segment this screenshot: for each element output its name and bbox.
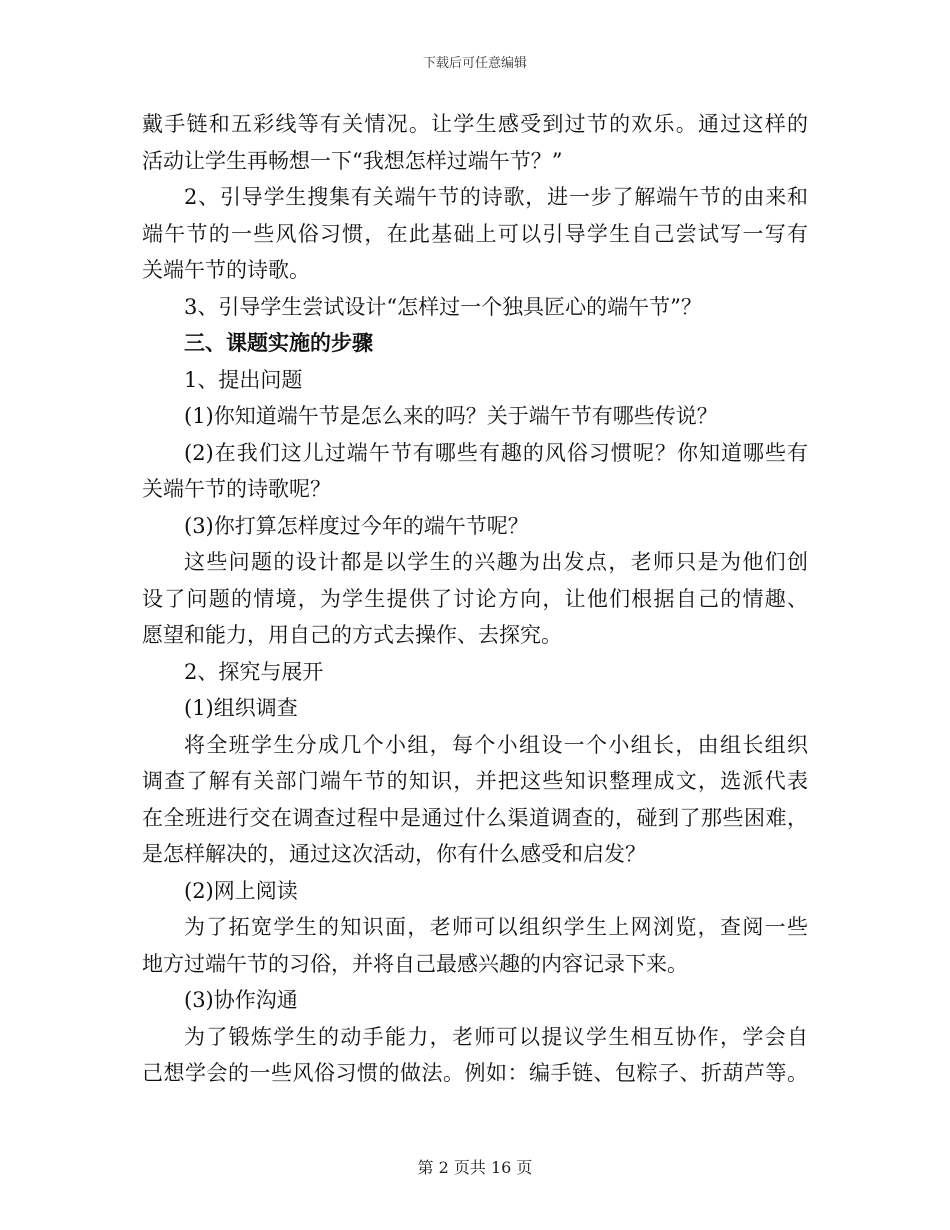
subsection-heading: (1)组织调查 [184, 696, 298, 720]
text-line: 为了拓宽学生的知识面，老师可以组织学生上网浏览，查阅一些 [184, 915, 808, 939]
text-line: 活动让学生再畅想一下“我想怎样过端午节？” [142, 148, 563, 173]
text-line: 关端午节的诗歌呢？ [142, 477, 331, 501]
text-line: 关端午节的诗歌。 [142, 258, 310, 282]
text-line: 为了锻炼学生的动手能力，老师可以提议学生相互协作，学会自 [184, 1024, 808, 1049]
page-footer: 第 2 页共 16 页 [417, 1158, 533, 1177]
text-line: (2)在我们这儿过端午节有哪些有趣的风俗习惯呢？你知道哪些有 [184, 440, 808, 465]
subsection-heading: 2、探究与展开 [184, 659, 324, 684]
text-line: (3)你打算怎样度过今年的端午节呢？ [184, 513, 529, 538]
text-line: 调查了解有关部门端午节的知识，并把这些知识整理成文，选派代表 [142, 769, 808, 793]
document-body [142, 106, 808, 1092]
subsection-heading: 1、提出问题 [184, 367, 303, 392]
text-line: 将全班学生分成几个小组，每个小组设一个小组长，由组长组织 [184, 732, 808, 757]
text-line: 3、引导学生尝试设计“怎样过一个独具匠心的端午节”？ [184, 294, 702, 319]
page-header: 下载后可任意编辑 [422, 56, 527, 71]
subsection-heading: (2)网上阅读 [184, 878, 298, 903]
subsection-heading: (3)协作沟通 [184, 988, 298, 1012]
text-line: 这些问题的设计都是以学生的兴趣为出发点，老师只是为他们创 [184, 550, 808, 574]
text-line: 戴手链和五彩线等有关情况。让学生感受到过节的欢乐。通过这样的 [142, 112, 808, 136]
text-line: 地方过端午节的习俗，并将自己最感兴趣的内容记录下来。 [142, 951, 688, 976]
text-line: 己想学会的一些风俗习惯的做法。例如：编手链、包粽子、折葫芦等。 [142, 1061, 808, 1085]
text-line: 2、引导学生搜集有关端午节的诗歌，进一步了解端午节的由来和 [184, 185, 808, 209]
text-line: (1)你知道端午节是怎么来的吗？关于端午节有哪些传说？ [184, 404, 718, 428]
text-line: 端午节的一些风俗习惯，在此基础上可以引导学生自己尝试写一写有 [142, 221, 808, 246]
text-line: 愿望和能力，用自己的方式去操作、去探究。 [142, 623, 562, 647]
text-line: 设了问题的情境，为学生提供了讨论方向，让他们根据自己的情趣、 [142, 586, 808, 611]
text-line: 是怎样解决的，通过这次活动，你有什么感受和启发？ [142, 842, 646, 866]
section-heading: 三、课题实施的步骤 [184, 331, 373, 355]
text-line: 在全班进行交在调查过程中是通过什么渠道调查的，碰到了那些困难， [142, 805, 808, 830]
